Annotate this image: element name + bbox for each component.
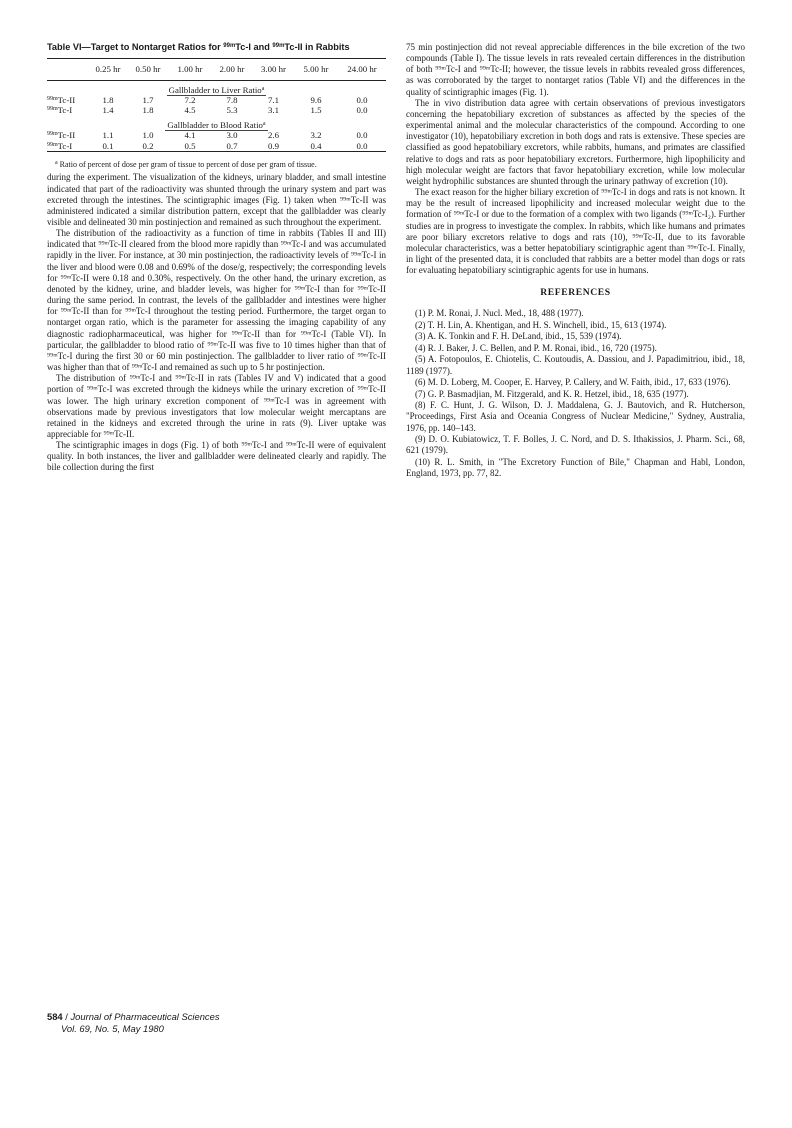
page-number: 584 <box>47 1011 63 1022</box>
table-row <box>47 105 386 116</box>
table-row <box>47 95 386 106</box>
journal-name: Journal of Pharmaceutical Sciences <box>70 1011 220 1022</box>
column-header: 0.25 hr <box>89 58 127 80</box>
table-cell: 0.9 <box>253 140 294 151</box>
footnote-mark: a <box>262 120 266 127</box>
reference-item: (3) A. K. Tonkin and F. H. DeLand, ibid., 15, 539 (1974). <box>415 331 622 342</box>
table-row <box>47 140 386 151</box>
table-cell: 1.7 <box>142 94 154 105</box>
reference-item: (8) F. C. Hunt, J. G. Wilson, D. J. Maddalena, G. J. Bautovich, and R. Hutcherson, "Proceedings, First Asia and Oceania Congress of Nuclear Medicine," Sydney, Australia, 1976, pp. 140–143. <box>406 400 745 433</box>
table-cell: 5.3 <box>226 105 238 116</box>
reference-item: (2) T. H. Lin, A. Khentigan, and H. S. Winchell, ibid., 15, 613 (1974). <box>415 319 667 330</box>
body-paragraph: 75 min postinjection did not reveal appreciable differences in the bile excretion of the two compounds (Table I). The tissue levels in rats revealed certain differences in the distribution of both ⁹⁹ᵐTc-I and ⁹⁹ᵐTc-II; however, the tissue levels in rabbits revealed gross differences, as was corroborated by the target to nontarget ratios (Table VI) and the differences in the quality of scintigraphic images (Fig. 1). <box>406 42 745 97</box>
body-paragraph: during the experiment. The visualization of the kidneys, urinary bladder, and small intestine indicated that part of the radioactivity was shunted through the urinary system and part was excreted through the intestines. The scintigraphic images (Fig. 1) taken when ⁹⁹ᵐTc-II was administered indicated a similar distribution pattern, except that the gallbladder was clearly visible and delineated 30 min postinjection and remained as such throughout the experiment. <box>47 172 386 227</box>
reference-item: (10) R. L. Smith, in "The Excretory Function of Bile," Chapman and Habl, London, England, 1973, pp. 77, 82. <box>406 456 745 478</box>
table-cell: 4.1 <box>184 129 196 140</box>
references-list <box>406 308 745 479</box>
right-column <box>406 42 745 480</box>
isotope-superscript: 99m <box>47 95 58 102</box>
table-cell: 0.0 <box>356 129 368 140</box>
column-header: 1.00 hr <box>169 58 211 80</box>
right-body-text <box>406 42 745 276</box>
body-paragraph: The in vivo distribution data agree with certain observations of previous investigators concerning the hepatobiliary excretion of substances as affected by the species of the experimental animal and the molecular characteristics of the compound. According to one investigator (10), hepatobiliary excretion in both dogs and rats is extensive. These species are classified as good hepatobiliary excretors, while rabbits, humans, and primates are classified relative to dogs and rats as poor hepatobiliary excretors. Furthermore, high lipophilicity and high molecular weight are factors that favor hepatobiliary excretion, while low molecular weight hydrophilic substances are shunted through the urinary pathway of excretion (10). <box>406 97 745 186</box>
left-column <box>47 42 386 474</box>
table-cell: 0.2 <box>127 140 169 151</box>
body-paragraph: The scintigraphic images in dogs (Fig. 1) of both ⁹⁹ᵐTc-I and ⁹⁹ᵐTc-II were of equivalent quality. In both instances, the liver and gallbladder were delineated clearly and rapidly. The bile collection during the first <box>47 440 386 473</box>
table-cell: 1.1 <box>102 129 114 140</box>
compound-name: Tc-II <box>57 94 76 105</box>
compound-name: Tc-I <box>57 105 73 116</box>
table-cell: 0.5 <box>169 140 211 151</box>
data-table <box>47 58 386 152</box>
group-label <box>167 85 267 96</box>
table-title: Table VI—Target to Nontarget Ratios for $^{99m}$Tc-I and $^{99m}$Tc-II in Rabbits <box>47 42 350 52</box>
body-paragraph: The exact reason for the higher biliary excretion of ⁹⁹ᵐTc-I in dogs and rats is not known. It may be the result of increased lipophilicity and increased molecular weight due to the formation of ⁹⁹ᵐTc-I or due to the formation of a complex with two ligands (⁹⁹ᵐTc-I₂). Further studies are in progress to investigate the complex. In rabbits, which like humans and primates are poor biliary excretors relative to dogs and rats (10), ⁹⁹ᵐTc-II, due to its favorable molecular characteristics, was a better hepatobiliary scintigraphic agent than ⁹⁹ᵐTc-I. Finally, in light of the presented data, it is concluded that rabbits are a better model than dogs or rats for evaluating hepatobiliary scintigraphic agents for use in humans. <box>406 187 745 276</box>
table-cell: 0.0 <box>356 105 368 116</box>
isotope-superscript: 99m <box>47 106 58 113</box>
group-label-text: Gallbladder to Blood Ratio <box>167 119 263 130</box>
body-paragraph: The distribution of the radioactivity as a function of time in rabbits (Tables II and III) indicated that ⁹⁹ᵐTc-II cleared from the blood more rapidly than ⁹⁹ᵐTc-I and was accumulated rapidly in the liver. For instance, at 30 min postinjection, the radioactivity levels of ⁹⁹ᵐTc-I in the liver and blood were 0.08 and 0.69% of the dose/g, respectively; the corresponding levels for ⁹⁹ᵐTc-II were 0.18 and 0.30%, respectively. On the other hand, the urinary excretion, as denoted by the kidney, urine, and bladder levels, was higher for ⁹⁹ᵐTc-I than for ⁹⁹ᵐTc-II during the same period. In contrast, the levels of the gallbladder and intestines were higher for ⁹⁹ᵐTc-II than for ⁹⁹ᵐTc-I throughout the testing period. Furthermore, the target organ to nontarget organ ratio, which is the parameter for assessing the imaging capability of any diagnostic radiopharmaceutical, was higher for ⁹⁹ᵐTc-II than for ⁹⁹ᵐTc-I (Table VI). In particular, the gallbladder to blood ratio of ⁹⁹ᵐTc-II was five to 10 times higher than that of ⁹⁹ᵐTc-I during the first 30 or 60 min postinjection. The gallbladder to liver ratio of ⁹⁹ᵐTc-II was higher than that of ⁹⁹ᵐTc-I and remained as such up to 5 hr postinjection. <box>47 228 386 373</box>
table-cell: 3.0 <box>226 129 238 140</box>
table-cell: 0.7 <box>211 140 253 151</box>
column-header: 24.00 hr <box>338 58 386 80</box>
table-cell: 1.8 <box>102 94 114 105</box>
table-cell: 2.6 <box>268 129 279 140</box>
reference-item: (4) R. J. Baker, J. C. Bellen, and P. M. Ronai, ibid., 16, 720 (1975). <box>415 342 657 353</box>
footnote-mark: a <box>261 85 265 92</box>
table-cell: 0.1 <box>89 140 127 151</box>
column-header: 0.50 hr <box>127 58 169 80</box>
compound-name: Tc-I <box>57 140 73 151</box>
group-label-text: Gallbladder to Liver Ratio <box>168 84 262 95</box>
reference-item: (6) M. D. Loberg, M. Cooper, E. Harvey, P. Callery, and W. Faith, ibid., 17, 633 (1976). <box>415 377 731 388</box>
table-cell: 4.5 <box>184 105 196 116</box>
group-label <box>165 120 267 131</box>
table-row <box>47 130 386 141</box>
reference-item: (5) A. Fotopoulos, E. Chiotelis, C. Koutoudis, A. Dassiou, and J. Papadimitriou, ibid., 18, 1189 (1977). <box>406 354 745 376</box>
table-cell: 1.4 <box>102 105 114 116</box>
table-cell: 0.0 <box>338 140 386 151</box>
left-body-text <box>47 172 386 473</box>
journal-volume: Vol. 69, No. 5, May 1980 <box>61 1023 164 1034</box>
table-cell: 0.4 <box>294 140 338 151</box>
reference-item: (9) D. O. Kubiatowicz, T. F. Bolles, J. C. Nord, and D. S. Ithakissios, J. Pharm. Sci., 68, 621 (1979). <box>406 434 745 456</box>
table-cell: 7.1 <box>268 94 279 105</box>
reference-item: (1) P. M. Ronai, J. Nucl. Med., 18, 488 (1977). <box>415 308 584 319</box>
table-cell: 1.0 <box>142 129 154 140</box>
reference-item: (7) G. P. Basmadjian, M. Fitzgerald, and K. R. Hetzel, ibid., 18, 635 (1977). <box>415 388 689 399</box>
table-footnote: $^a$ Ratio of percent of dose per gram of tissue to percent of dose per gram of tissue. <box>55 159 317 169</box>
references-heading: REFERENCES <box>540 287 611 299</box>
column-header: 5.00 hr <box>294 58 338 80</box>
column-header: 2.00 hr <box>211 58 253 80</box>
page-footer <box>47 1011 220 1035</box>
table-cell: 1.8 <box>142 105 154 116</box>
table-cell: 3.1 <box>268 105 279 116</box>
compound-name: Tc-II <box>57 129 76 140</box>
table-cell: 7.2 <box>184 94 196 105</box>
table-cell: 9.6 <box>310 94 322 105</box>
table-cell: 7.8 <box>226 94 238 105</box>
table-cell: 1.5 <box>310 105 322 116</box>
table-cell: 3.2 <box>310 129 322 140</box>
isotope-superscript: 99m <box>47 141 58 148</box>
isotope-superscript: 99m <box>47 130 58 137</box>
table-cell: 0.0 <box>356 94 368 105</box>
body-paragraph: The distribution of ⁹⁹ᵐTc-I and ⁹⁹ᵐTc-II in rats (Tables IV and V) indicated that a good portion of ⁹⁹ᵐTc-I was excreted through the kidneys while the urinary excretion of ⁹⁹ᵐTc-II was lower. The high urinary excretion component of ⁹⁹ᵐTc-I was in agreement with observations made by previous investigators that low molecular weight mercaptans are retained in the kidneys and excreted through the urine in rats (9). Liver uptake was appreciable for ⁹⁹ᵐTc-II. <box>47 373 386 439</box>
footer-separator: / <box>62 1011 71 1022</box>
column-header: 3.00 hr <box>253 58 294 80</box>
